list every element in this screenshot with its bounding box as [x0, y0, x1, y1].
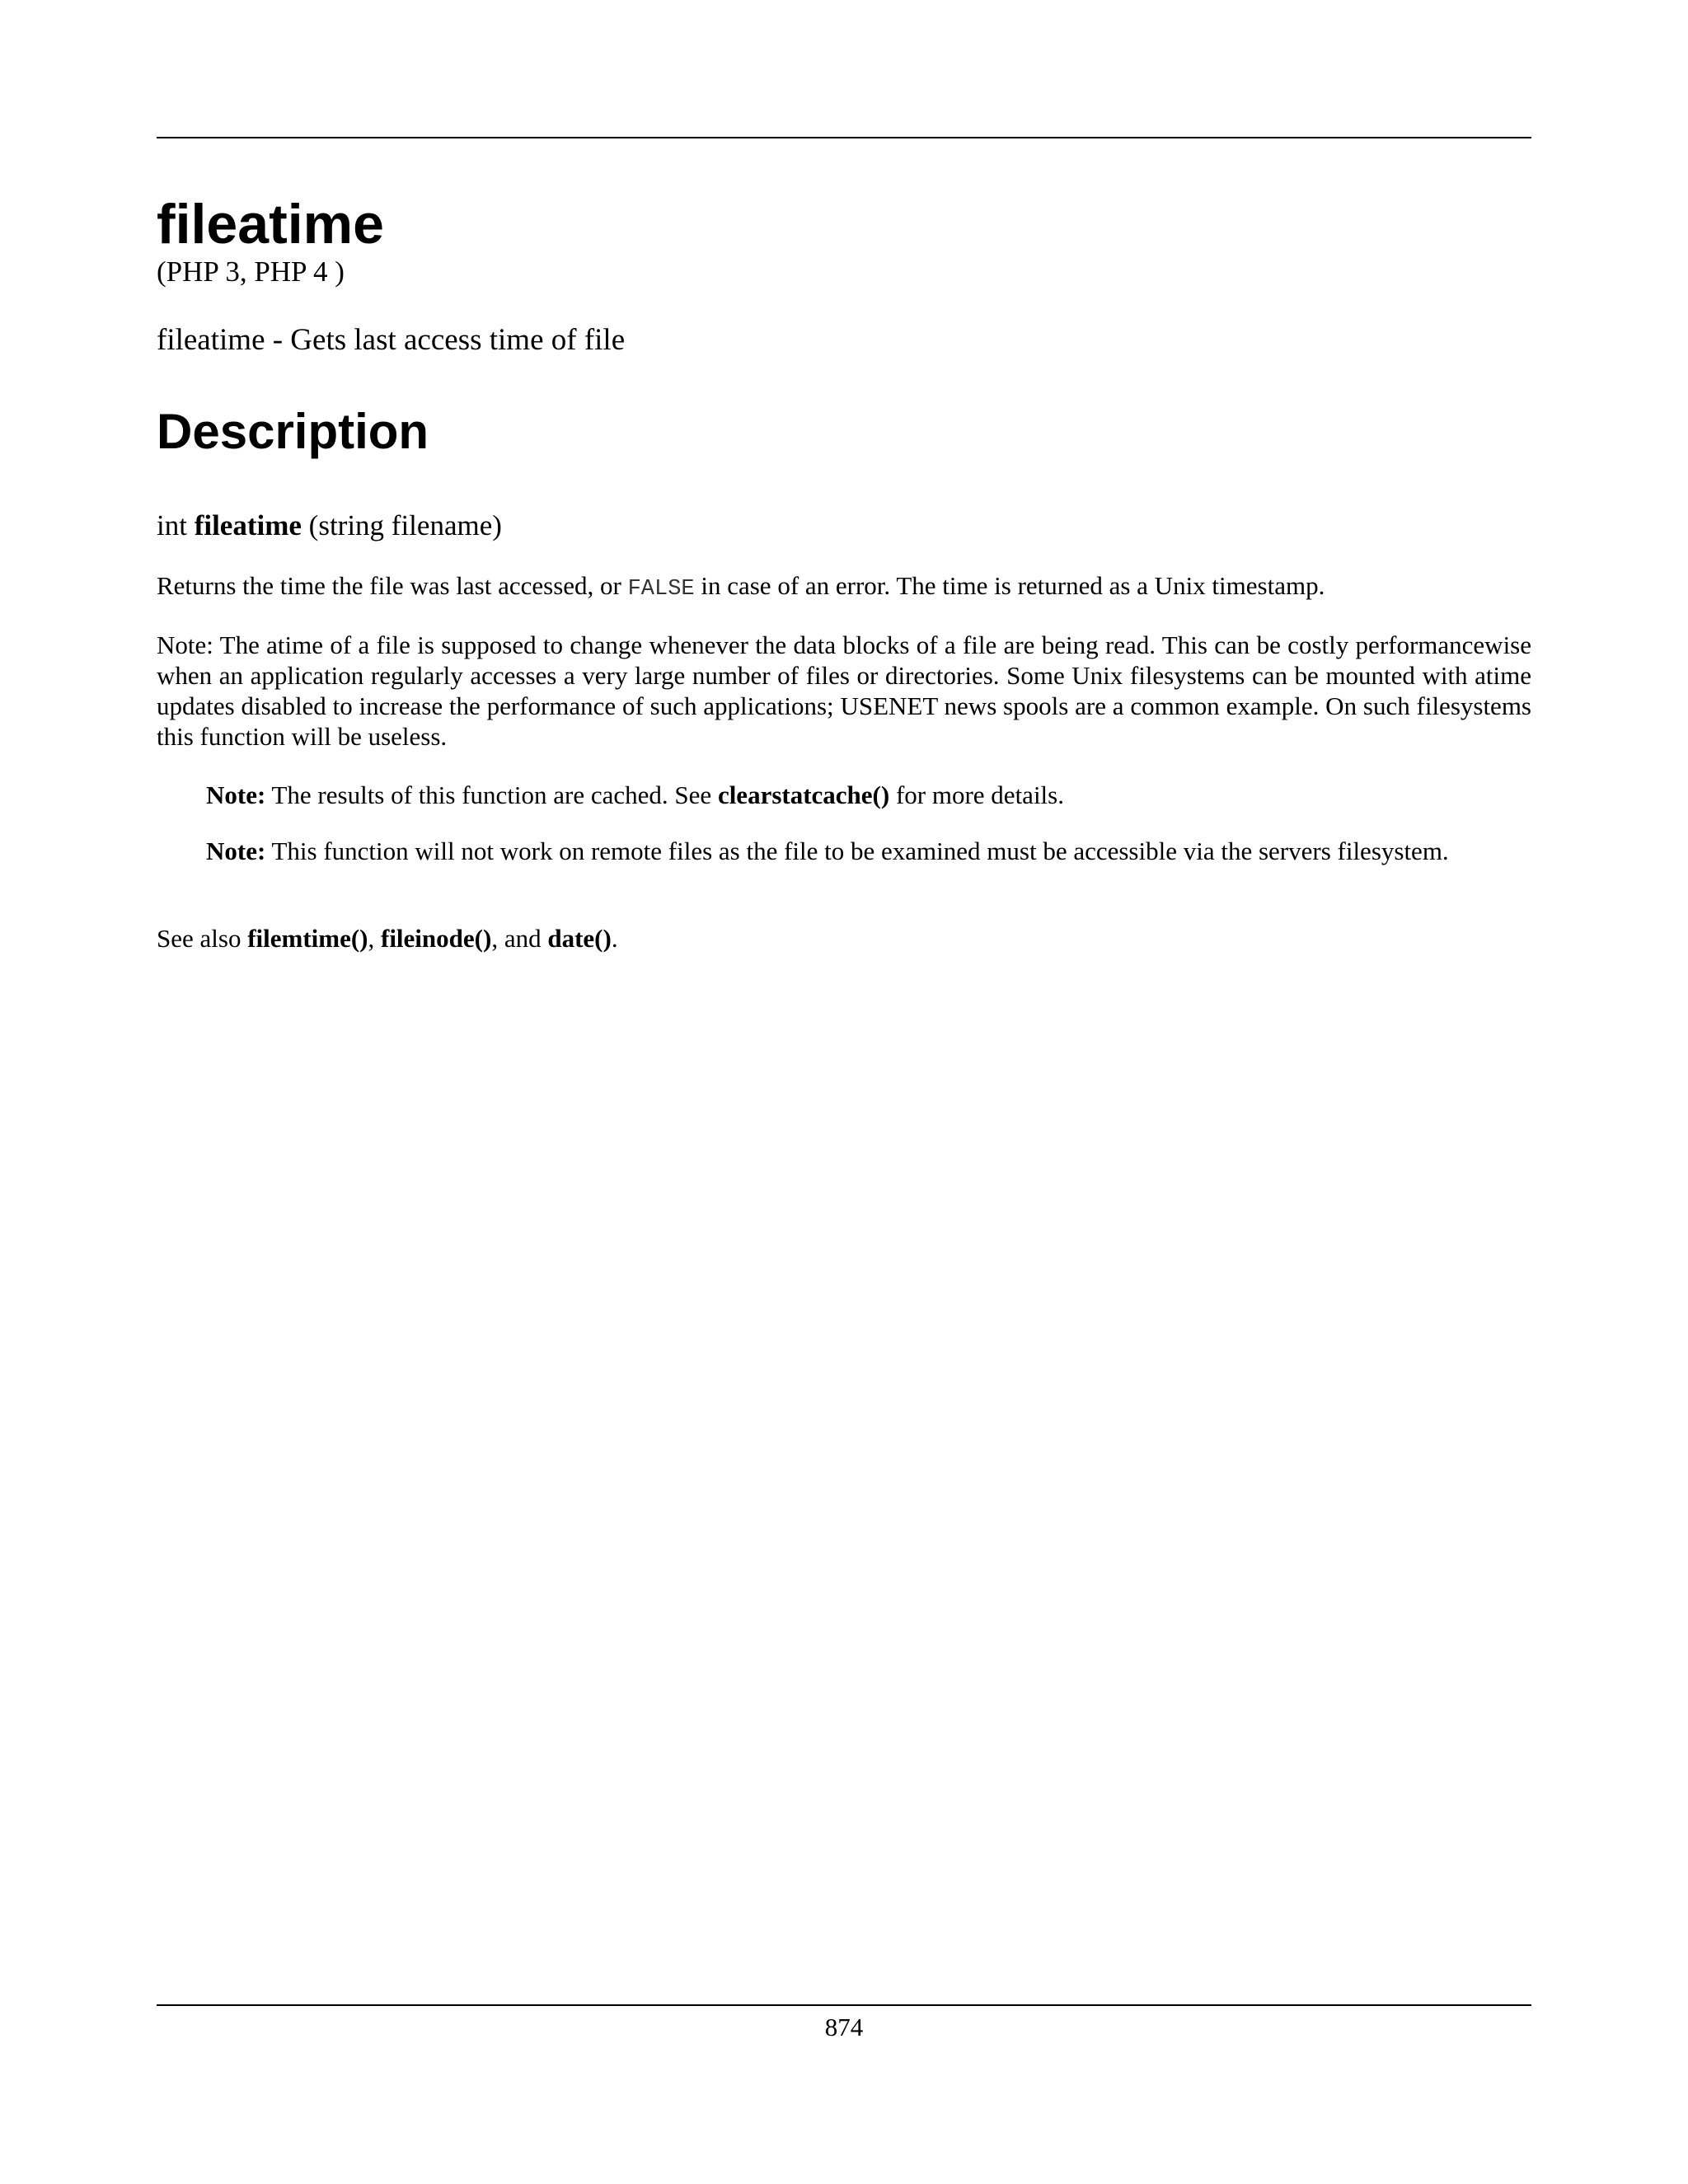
footer-rule [157, 2004, 1531, 2006]
false-constant: FALSE [627, 577, 695, 602]
link-clearstatcache[interactable]: clearstatcache() [717, 780, 890, 809]
section-heading-description: Description [157, 404, 429, 459]
see-also-suffix: . [611, 924, 618, 953]
note-cache-text-after: for more details. [889, 780, 1064, 809]
see-also-prefix: See also [157, 924, 248, 953]
note-label: Note: [206, 780, 266, 809]
note-cache-text-before: The results of this function are cached. See [265, 780, 718, 809]
returns-paragraph [157, 570, 1531, 605]
link-filemtime[interactable]: filemtime() [247, 924, 368, 953]
page-number: 874 [824, 2013, 864, 2041]
note-remote-text: This function will not work on remote files as the file to be examined must be accessible via the servers filesystem. [265, 837, 1449, 865]
return-type: int [157, 509, 187, 541]
returns-text-after: in case of an error. The time is returned as a Unix timestamp. [694, 571, 1325, 600]
function-params: (string filename) [308, 509, 502, 541]
function-synopsis [157, 508, 502, 544]
note-remote-files [206, 836, 1482, 866]
header-rule [157, 137, 1531, 138]
see-also-separator: , and [491, 924, 548, 953]
function-purpose: fileatime - Gets last access time of file [157, 323, 626, 357]
document-page [157, 0, 1531, 2184]
page-title: fileatime [157, 193, 384, 255]
php-versions: (PHP 3, PHP 4 ) [157, 255, 345, 288]
note-label: Note: [206, 837, 266, 865]
atime-note-paragraph: Note: The atime of a file is supposed to change whenever the data blocks of a file are being read. This can be costly performancewise when an application regularly accesses a very large number of files or directories. Some Unix filesystems can be mounted with atime updates disabled to increase the performance of such applications; USENET news spools are a common example. On such filesystems this function will be useless. [157, 630, 1531, 751]
function-name: fileatime [194, 509, 302, 541]
see-also [157, 923, 1531, 954]
note-cache [206, 780, 1482, 810]
link-date[interactable]: date() [547, 924, 612, 953]
see-also-separator: , [368, 924, 381, 953]
link-fileinode[interactable]: fileinode() [381, 924, 492, 953]
returns-text-before: Returns the time the file was last accessed, or [157, 571, 628, 600]
